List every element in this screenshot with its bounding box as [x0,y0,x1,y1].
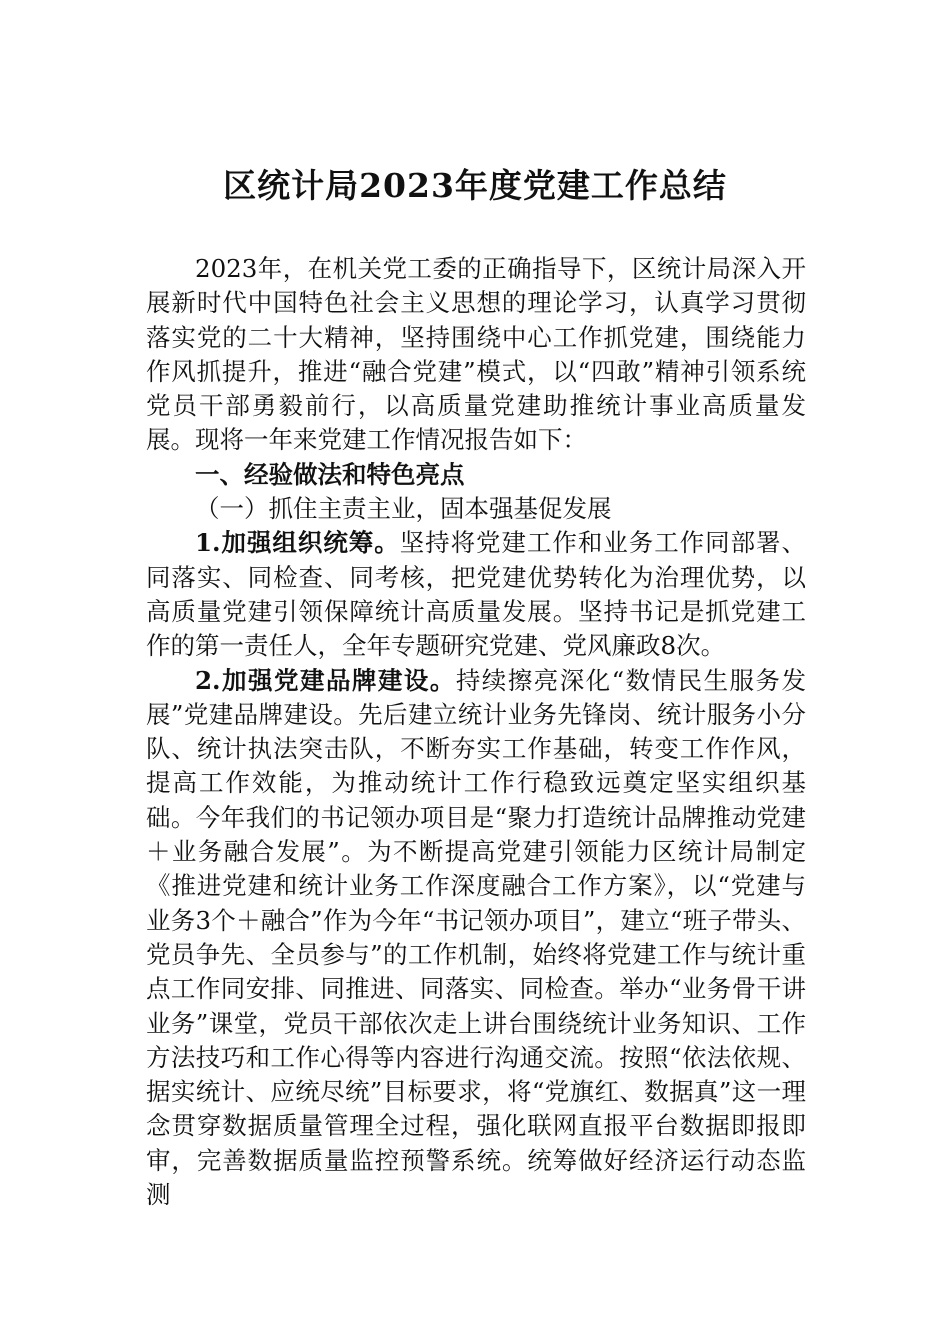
item-2-text: 持续擦亮深化“数情民生服务发展”党建品牌建设。先后建立统计业务先锋岗、统计服务小分队、统计执法突击队，不断夯实工作基础，转变工作作风，提高工作效能，为推动统计工作行稳致远奠定坚实组织基础。今年我们的书记领办项目是“聚力打造统计品牌推动党建＋业务融合发展”。为不断提高党建引领能力区统计局制定《推进党建和统计业务工作深度融合工作方案》，以“党建与业务3个＋融合”作为今年“书记领办项目”，建立“班子带头、党员争先、全员参与”的工作机制，始终将党建工作与统计重点工作同安排、同推进、同落实、同检查。举办“业务骨干讲业务”课堂，党员干部依次走上讲台围绕统计业务知识、工作方法技巧和工作心得等内容进行沟通交流。按照“依法依规、据实统计、应统尽统”目标要求，将“党旗红、数据真”这一理念贯穿数据质量管理全过程，强化联网直报平台数据即报即审，完善数据质量监控预警系统。统筹做好经济运行动态监测 [146,665,806,1210]
item-1-lead: 1.加强组织统筹。 [195,528,400,558]
item-1-paragraph [146,526,806,663]
intro-paragraph: 2023年，在机关党工委的正确指导下，区统计局深入开展新时代中国特色社会主义思想的理论学习，认真学习贯彻落实党的二十大精神，坚持围绕中心工作抓党建，围绕能力作风抓提升，推进“融合党建”模式，以“四敢”精神引领系统党员干部勇毅前行，以高质量党建助推统计事业高质量发展。现将一年来党建工作情况报告如下： [146,254,806,455]
document-title: 区统计局2023年度党建工作总结 [223,166,727,205]
subsection-heading: （一）抓住主责主业，固本强基促发展 [195,494,612,524]
section-heading: 一、经验做法和特色亮点 [195,459,465,489]
item-1-text: 坚持将党建工作和业务工作同部署、同落实、同检查、同考核，把党建优势转化为治理优势，以高质量党建引领保障统计高质量发展。坚持书记是抓党建工作的第一责任人，全年专题研究党建、党风廉政8次。 [146,528,806,661]
item-2-lead: 2.加强党建品牌建设。 [195,665,456,695]
item-2-paragraph [146,664,806,1213]
document-body [146,252,806,1212]
